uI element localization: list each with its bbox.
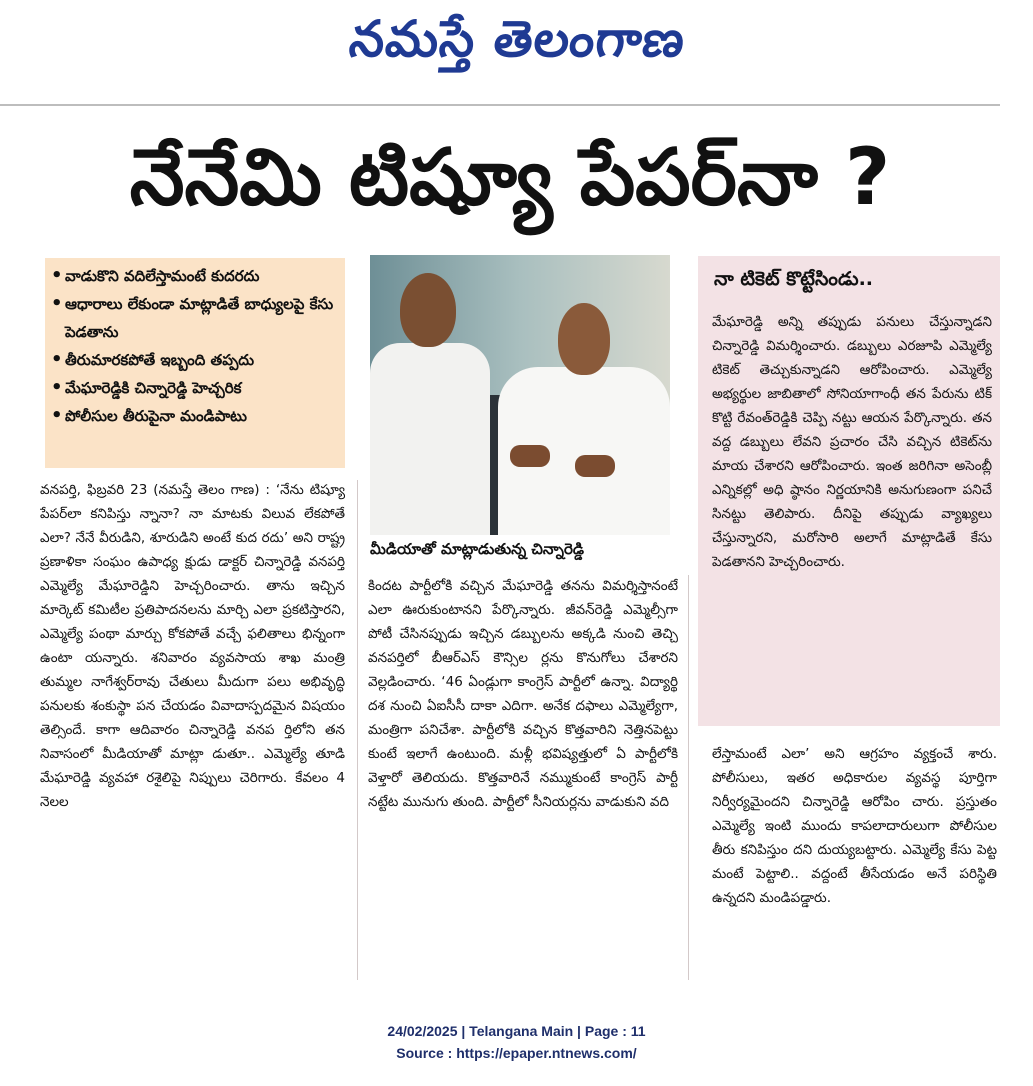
newspaper-logo: నమస్తే తెలంగాణ — [346, 10, 689, 68]
sidebar-paragraph: మేఘారెడ్డి అన్ని తప్పుడు పనులు చేస్తున్నాడని చిన్నారెడ్డి విమర్శించారు. డబ్బులు ఎరజూపి ఎమ్మెల్యే టికెట్ తెచ్చుకున్నాడని ఆరోపించారు. ఎమ్మెల్యే అభ్యర్థుల జాబితాలో సోనియాగాంధీ తన పేరును టిక్ కొట్టి రేవంత్‌రెడ్డికి చెప్పి నట్టు ఆయన పేర్కొన్నారు. తన వద్ద డబ్బులు లేవని ప్రచారం చేసి వచ్చిన టికెట్‌ను మాయ చేశారని ఆరోపించారు. ఇంత జరిగినా అసెంబ్లీ ఎన్నికల్లో అధి ష్ఠానం నిర్ణయానికి అనుగుణంగా పనిచే సినట్టు తెలిపారు. దీనిపై తప్పుడు వ్యాఖ్యలు చేస్తున్నారని, మరోసారి అలాగే మాట్లాడితే కేసు పెడతానని హెచ్చరించారు. — [712, 314, 992, 570]
person-head — [400, 273, 456, 347]
article-column-right — [712, 742, 997, 982]
bullet-icon: • — [51, 349, 63, 370]
masthead — [0, 0, 1033, 100]
headline: నేనేమి టిష్యూ పేపర్‌నా ? — [129, 133, 891, 223]
article-paragraph: లేస్తామంటే ఎలా’ అని ఆగ్రహం వ్యక్తంచే శారు. పోలీసులు, ఇతర అధికారుల వ్యవస్థ పూర్తిగా నిర్వీర్యమైందని చిన్నారెడ్డి ఆరోపిం చారు. ప్రస్తుతం ఎమ్మెల్యే ఇంటి ముందు కాపలాదారులుగా పోలీసుల తీరు కనిపిస్తుం దని దుయ్యబట్టారు. ఎమ్మెల్యే కేసు పెట్ట మంటే పెట్టాలి.. వద్దంటే తీసేయడం అనే పరిస్థితి ఉన్నదని మండిపడ్డారు. — [712, 746, 997, 906]
bullet-icon: • — [51, 265, 63, 286]
article-paragraph: వనపర్తి, ఫిబ్రవరి 23 (నమస్తే తెలం గాణ) : ‘నేను టిష్యూ పేపర్‌లా కనిపిస్తు న్నానా? నా మాటకు విలువ లేకపోతే ఎలా? నేనే వీరుడిని, శూరుడిని అంటే కుద రదు’ అని రాష్ట్ర ప్రణాళికా సంఘం ఉపాధ్య క్షుడు డాక్టర్ చిన్నారెడ్డి వనపర్తి ఎమ్మెల్యే మేఘారెడ్డిని హెచ్చరించారు. తాను ఇచ్చిన మార్కెట్ కమిటీల ప్రతిపాదనలను మార్చి ఎలా ప్రకటిస్తారని, ఎమ్మెల్యే పంథా మార్చు కోకపోతే వచ్చే ఫలితాలు భిన్నంగా ఉంటా యన్నారు. శనివారం వ్యవసాయ శాఖ మంత్రి తుమ్మల నాగేశ్వర్‌రావు చేతులు మీదుగా పలు అభివృద్ధి పనులకు శంకుస్థా పన చేయడం వివాదాస్పదమైన విషయం తెల్సిందే. కాగా ఆదివారం చిన్నారెడ్డి వనప ర్తిలోని తన నివాసంలో మీడియాతో మాట్లా డుతూ.. ఎమ్మెల్యే తూడి మేఘారెడ్డి వ్యవహా రశైలిపై నిప్పులు చెరిగారు. కేవలం 4 నెలల — [40, 482, 345, 810]
photo-caption: మీడియాతో మాట్లాడుతున్న చిన్నారెడ్డి — [370, 540, 584, 558]
article-paragraph: కిందట పార్టీలోకి వచ్చిన మేఘారెడ్డి తనను విమర్శిస్తానంటే ఎలా ఊరుకుంటానని పేర్కొన్నారు. జీవన్‌రెడ్డి ఎమ్మెల్సీగా పోటీ చేసినప్పుడు ఇచ్చిన డబ్బులను అక్కడి నుంచి తెచ్చి వనపర్తిలో బీఆర్‌ఎస్ కౌన్సిల ర్లను కొనుగోలు చేశారని వెల్లడించారు. ‘46 ఏండ్లుగా కాంగ్రెస్ పార్టీలో ఉన్నా. విద్యార్థి దశ నుంచి ఏఐసీసీ దాకా ఎదిగా. అనేక దఫాలు ఎమ్మెల్యేగా, మంత్రిగా పనిచేశా. పార్టీలోకి వచ్చిన కొత్తవారిని నెత్తినపెట్టు కుంటే ఇలాగే ఉంటుంది. మళ్లీ భవిష్యత్తులో ఏ పార్టీలోకి వెళ్తారో తెలియదు. కొత్తవారినే నమ్ముకుంటే కాంగ్రెస్ పార్టీ నట్టేట మునుగు తుంది. పార్టీలో సీనియర్లను వాడుకుని వది — [368, 578, 678, 810]
highlight-item: • మేఘారెడ్డికి చిన్నారెడ్డి హెచ్చరిక — [51, 374, 339, 402]
highlight-item: • వాడుకొని వదిలేస్తామంటే కుదరదు — [51, 262, 339, 290]
article-column-left — [40, 478, 345, 980]
column-divider — [357, 480, 358, 980]
bullet-icon: • — [51, 405, 63, 426]
sidebar-title: నా టికెట్ కొట్టేసిండు.. — [714, 268, 874, 290]
highlights-box — [45, 258, 345, 468]
masthead-divider — [0, 104, 1000, 106]
bullet-icon: • — [51, 377, 63, 398]
footer — [0, 1020, 1033, 1064]
person-head — [558, 303, 610, 375]
footer-date-line: 24/02/2025 | Telangana Main | Page : 11 — [387, 1023, 646, 1039]
article-column-middle — [368, 574, 678, 979]
hand-shape — [510, 445, 550, 467]
column-divider — [688, 575, 689, 980]
highlight-item: • ఆధారాలు లేకుండా మాట్లాడితే బాధ్యులపై కేసు పెడతాను — [51, 290, 339, 346]
sidebar-body — [712, 310, 992, 720]
bullet-icon: • — [51, 293, 63, 314]
footer-source-line: Source : https://epaper.ntnews.com/ — [396, 1045, 637, 1061]
highlight-item: • తీరుమారకపోతే ఇబ్బంది తప్పదు — [51, 346, 339, 374]
news-photo — [370, 255, 670, 535]
hand-shape — [575, 455, 615, 477]
person-body — [370, 343, 490, 535]
highlight-item: • పోలీసుల తీరుపైనా మండిపాటు — [51, 402, 339, 430]
